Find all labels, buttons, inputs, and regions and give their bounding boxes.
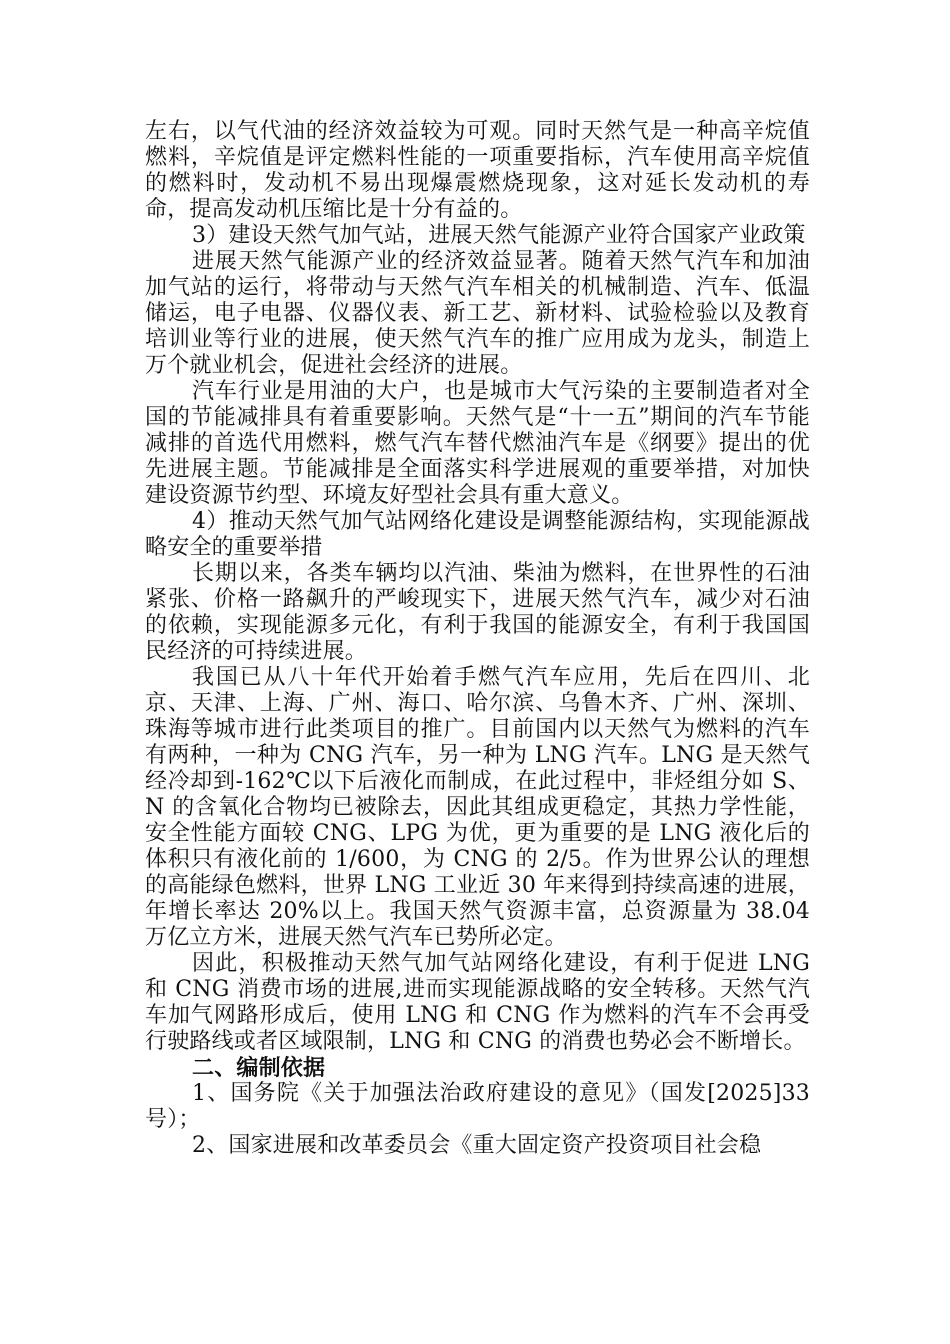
list-item-basis-1: 1、国务院《关于加强法治政府建设的意见》（国发[2025]33号）； xyxy=(145,1081,810,1132)
paragraph-oil-dependency: 长期以来，各类车辆均以汽油、柴油为燃料，在世界性的石油紧张、价格一路飙升的严峻现实下，进展天然气汽车，减少对石油的依赖，实现能源多元化，有利于我国的能源安全，有利于我国国民经济的可持续进展。 xyxy=(145,561,810,664)
subheading-build-gas-station: 3）建设天然气加气站，进展天然气能源产业符合国家产业政策 xyxy=(192,223,806,248)
paragraph-lng-cng: 我国已从八十年代开始着手燃气汽车应用，先后在四川、北京、天津、上海、广州、海口、哈尔滨、乌鲁木齐、广州、深圳、珠海等城市进行此类项目的推广。目前国内以天然气为燃料的汽车有两种，一种为 CNG 汽车，另一种为 LNG 汽车。LNG 是天然气经冷却到-162℃以下后液化而制成，在此过程中，非烃组分如 S、N 的含氧化合物均已被除去，因此其组成更稳定，其热力学性能，安全性能方面较 CNG、LPG 为优，更为重要的是 LNG 液化后的体积只有液化前的 1/600，为 CNG 的 2/5。作为世界公认的理想的高能绿色燃料，世界 LNG 工业近 30 年来得到持续高速的进展，年增长率达 20%以上。我国天然气资源丰富，总资源量为 38.04 万亿立方米，进展天然气汽车已势所必定。 xyxy=(145,665,810,950)
document-body xyxy=(145,119,810,1159)
paragraph-auto-industry: 汽车行业是用油的大户，也是城市大气污染的主要制造者对全国的节能减排具有着重要影响。天然气是“十一五”期间的汽车节能减排的首选代用燃料，燃气汽车替代燃油汽车是《纲要》提出的优先进展主题。节能减排是全面落实科学进展观的重要举措，对加快建设资源节约型、环境友好型社会具有重大意义。 xyxy=(145,379,810,508)
subheading-network-construction: 4）推动天然气加气站网络化建设是调整能源结构，实现能源战略安全的重要举措 xyxy=(145,509,810,560)
paragraph-economic-benefit: 进展天然气能源产业的经济效益显著。随着天然气汽车和加油加气站的运行，将带动与天然气汽车相关的机械制造、汽车、低温储运，电子电器、仪器仪表、新工艺、新材料、试验检验以及教育培训业等行业的进展，使天然气汽车的推广应用成为龙头，制造上万个就业机会，促进社会经济的进展。 xyxy=(145,249,810,378)
list-item-basis-2: 2、国家进展和改革委员会《重大固定资产投资项目社会稳 xyxy=(192,1133,762,1158)
section-heading-basis: 二、编制依据 xyxy=(192,1055,326,1081)
paragraph-conclusion: 因此，积极推动天然气加气站网络化建设，有利于促进 LNG 和 CNG 消费市场的进展,进而实现能源战略的安全转移。天然气汽车加气网路形成后，使用 LNG 和 CNG 作为燃料的汽车不会再受行驶路线或者区域限制，LNG 和 CNG 的消费也势必会不断增长。 xyxy=(145,951,810,1054)
paragraph-fuel-economy: 左右，以气代油的经济效益较为可观。同时天然气是一种高辛烷值燃料，辛烷值是评定燃料性能的一项重要指标，汽车使用高辛烷值的燃料时，发动机不易出现爆震燃烧现象，这对延长发动机的寿命，提高发动机压缩比是十分有益的。 xyxy=(145,119,810,222)
